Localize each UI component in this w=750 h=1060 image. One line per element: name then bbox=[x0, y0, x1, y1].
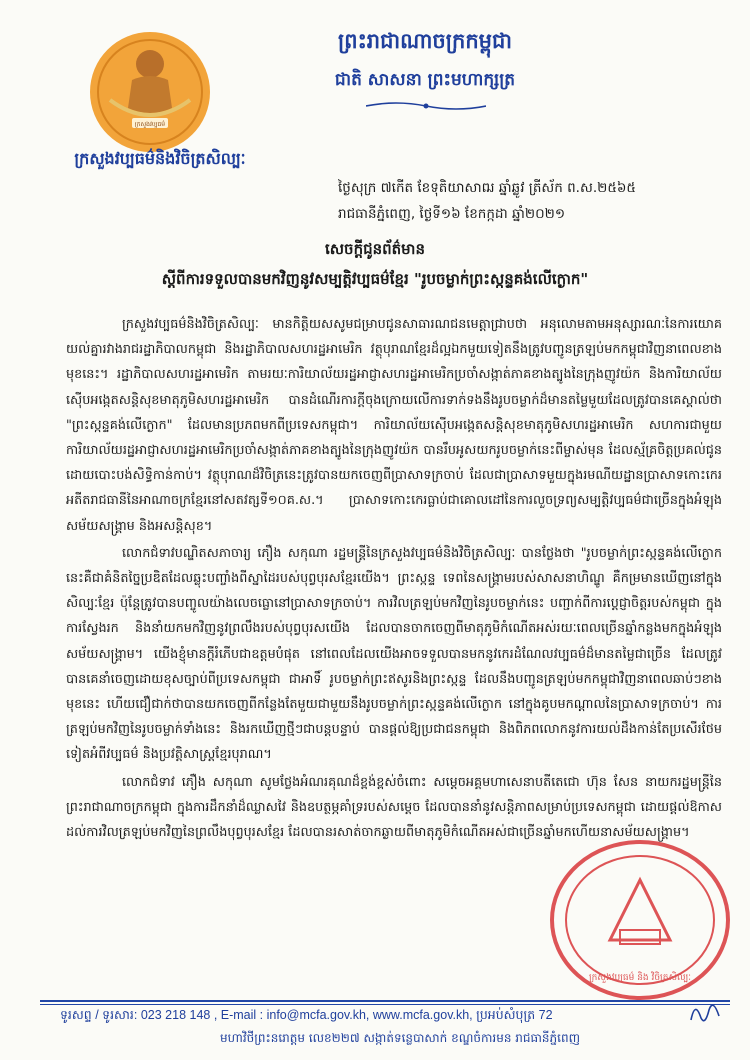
signature-mark bbox=[685, 990, 725, 1030]
official-seal bbox=[540, 830, 735, 1005]
document-body bbox=[66, 312, 722, 847]
document-title bbox=[40, 240, 710, 292]
ministry-logo bbox=[88, 30, 212, 154]
body-paragraph-2: លោកជំទាវបណ្ឌិតសភាចារ្យ ភឿង សកុណា រដ្ឋមន្ត្រីនៃក្រសួងវប្បធម៌និងវិចិត្រសិល្បៈ បានថ្លែងថា "រូបចម្លាក់ព្រះស្កន្ទគង់លើក្ងោកនេះគឺជាគំនិតច្នៃប្រឌិតដែលឆ្លុះបញ្ចាំងពីស្នាដៃរបស់បុព្វបុរសខ្មែរយើង។ ព្រះស្កន្ទ ទេពនៃសង្គ្រាមរបស់សាសនាហិណ្ឌូ គឺកម្រមានឃើញនៅក្នុងសិល្បៈខ្មែរ ប៉ុន្តែត្រូវបានបញ្ចូលយ៉ាងលេចធ្លោនៅប្រាសាទក្រចាប់។ ការវិលត្រឡប់មកវិញនៃរូបចម្លាក់នេះ បញ្ជាក់ពីការប្តេជ្ញាចិត្តរបស់កម្ពុជា ក្នុងការស្វែងរក និងនាំយកមកវិញនូវព្រលឹងរបស់បុព្វបុរសយើង ដែលបានចាកចេញពីមាតុភូមិកំណើតអស់រយៈពេលច្រើនឆ្នាំកន្លងមកក្នុងអំឡុងសម័យសង្គ្រាម។ យើងខ្ញុំមានក្តីរំភើបជាឧត្តមបំផុត នៅពេលដែលយើងអាចទទួលបានមកនូវកេរដំណែលវប្បធម៌ដ៏មានតម្លៃជាច្រើន ដែលត្រូវបានគេនាំចេញដោយខុសច្បាប់ពីប្រទេសកម្ពុជា ជាអាទិ៍ រូបចម្លាក់ព្រះឥសូរនិងព្រះស្កន្ទ ដែលនឹងបញ្ជូនត្រឡប់មកកម្ពុជាវិញនាពេលឆាប់ៗខាងមុខនេះ ហើយជឿជាក់ថាបានយកចេញពីកន្លែងតែមួយជាមួយនឹងរូបចម្លាក់ព្រះស្កន្ទគង់លើក្ងោក នៅក្នុងគូបមកណ្តាលនៃប្រាសាទក្រចាប់។ ការត្រឡប់មកវិញនៃរូបចម្លាក់ទាំងនេះ និងរកឃើញថ្មីៗជាបន្តបន្ទាប់ បានផ្តល់ឱ្យប្រជាជនកម្ពុជា និងពិភពលោកនូវការយល់ដឹងកាន់តែប្រសើរថែមទៀតអំពីវប្បធម៌ និងប្រវត្តិសាស្ត្រខ្មែរបុរាណ។ bbox=[66, 545, 722, 763]
body-paragraph-3: លោកជំទាវ ភឿង សកុណា សូមថ្លែងអំណរគុណដ៏ខ្ពង់ខ្ពស់ចំពោះ សម្តេចអគ្គមហាសេនាបតីតេជោ ហ៊ុន សែន នាយករដ្ឋមន្ត្រីនៃព្រះរាជាណាចក្រកម្ពុជា ក្នុងការដឹកនាំដ៏ឈ្លាសវៃ និងឧបត្ថម្ភគាំទ្ររបស់សម្តេច ដែលបាននាំនូវសន្តិភាពសម្រាប់ប្រទេសកម្ពុជា ដោយផ្តល់ឱកាសដល់ការវិលត្រឡប់មកវិញនៃព្រលឹងបុព្វបុរសខ្មែរ ដែលបានរសាត់ចាកឆ្ងាយពីមាតុភូមិកំណើតអស់ជាច្រើនឆ្នាំមកហើយនាសម័យសង្គ្រាម។ bbox=[66, 774, 722, 841]
ministry-title: ក្រសួងវប្បធម៌និងវិចិត្រសិល្បៈ bbox=[74, 149, 246, 168]
footer-divider-thin bbox=[40, 1004, 730, 1005]
header-ornament bbox=[366, 100, 486, 112]
footer-divider bbox=[40, 1000, 730, 1002]
title-heading: សេចក្ដីជូនព័ត៌មាន bbox=[325, 240, 425, 258]
footer-address: មហាវិថីព្រះនរោត្តម លេខ២២៧ សង្កាត់ទន្លេបាសាក់ ខណ្ឌចំការមន រាជធានីភ្នំពេញ bbox=[219, 1031, 581, 1045]
seal-text: ក្រសួងវប្បធម៌ និង វិចិត្រសិល្បៈ bbox=[588, 973, 692, 983]
logo-caption: ក្រសួងវប្បធម៌ bbox=[134, 121, 166, 128]
body-paragraph-1: ក្រសួងវប្បធម៌និងវិចិត្រសិល្បៈ មានកិត្តិយសសូមជម្រាបជូនសាធារណជនមេត្តាជ្រាបថា អនុលោមតាមអនុស្សារណៈនៃការយោគយល់គ្នារវាងរាជរដ្ឋាភិបាលកម្ពុជា និងរដ្ឋាភិបាលសហរដ្ឋអាមេរិក វត្ថុបុរាណខ្មែរដ៏ល្អឯកមួយទៀតនឹងត្រូវបញ្ជូនត្រឡប់មកកម្ពុជាវិញនាពេលខាងមុខនេះ។ រដ្ឋាភិបាលសហរដ្ឋអាមេរិក តាមរយៈការិយាល័យរដ្ឋអាជ្ញាសហរដ្ឋអាមេរិកប្រចាំសង្កាត់ភាគខាងត្បូងនៃក្រុងញូវយ៉ក និងការិយាល័យស៊ើបអង្កេតសន្តិសុខមាតុភូមិសហរដ្ឋអាមេរិក បានដំណើរការក្តីចុងក្រោយលើការទាក់ទងនឹងរូបចម្លាក់ដ៏មានតម្លៃមួយដែលត្រូវបានគេស្គាល់ថា "ព្រះស្កន្ទគង់លើក្ងោក" ដែលមានប្រភពមកពីប្រទេសកម្ពុជា។ ការិយាល័យស៊ើបអង្កេតសន្តិសុខមាតុភូមិសហរដ្ឋអាមេរិក សហការជាមួយការិយាល័យរដ្ឋអាជ្ញាសហរដ្ឋអាមេរិកប្រចាំសង្កាត់ភាគខាងត្បូងនៃក្រុងញូវយ៉ក បានរឹបអូសយករូបចម្លាក់នេះពីម្ចាស់មុន ដែលស្ម័គ្រចិត្តប្រគល់ជូនដោយបោះបង់សិទ្ធិកាន់កាប់។ វត្ថុបុរាណដ៏វិចិត្រនេះត្រូវបានយកចេញពីប្រាសាទក្រចាប់ ដែលជាប្រាសាទមួយក្នុងរមណីយដ្ឋានប្រាសាទកោះកេរ អតីតរាជធានីនៃអាណាចក្រខ្មែរនៅសតវត្សទី១០គ.ស.។ ប្រាសាទកោះកេរធ្លាប់ជាគោលដៅនៃការលួចទ្រព្យសម្បត្តិវប្បធម៌ជាច្រើនក្នុងអំឡុងសម័យសង្គ្រាម និងអសន្តិសុខ។ bbox=[66, 317, 722, 534]
footer-contact: ទូរសព្ទ / ទូរសារ: 023 218 148 , E-mail : info@mcfa.gov.kh, www.mcfa.gov.kh, ប្រអប់សំបុត្រ 72 bbox=[60, 1008, 553, 1022]
kingdom-header bbox=[260, 28, 590, 94]
date-block bbox=[338, 175, 728, 227]
kingdom-name: ព្រះរាជាណាចក្រកម្ពុជា bbox=[337, 29, 512, 53]
national-motto: ជាតិ សាសនា ព្រះមហាក្សត្រ bbox=[334, 70, 516, 90]
lunar-date: ថ្ងៃសុក្រ ៧កើត ខែទុតិយាសាឍ ឆ្នាំឆ្លូវ ត្រីស័ក ព.ស.២៥៦៥ bbox=[338, 180, 636, 196]
title-subject: ស្ដីពីការទទួលបានមកវិញនូវសម្បត្តិវប្បធម៌ខ្មែរ "រូបចម្លាក់ព្រះស្កន្ទគង់លើក្ងោក" bbox=[161, 270, 589, 288]
solar-date: រាជធានីភ្នំពេញ, ថ្ងៃទី១៦ ខែកក្កដា ឆ្នាំ២០២១ bbox=[338, 206, 566, 222]
